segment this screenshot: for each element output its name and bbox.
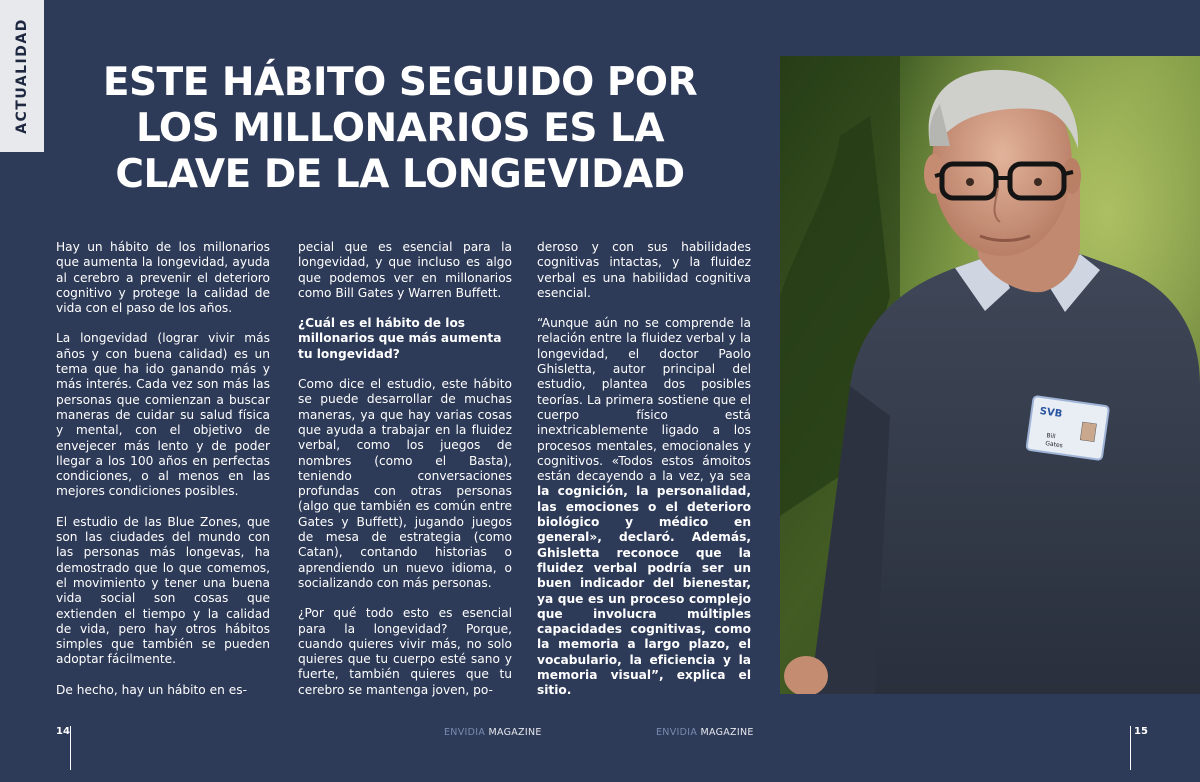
- section-subheading: ¿Cuál es el hábito de los millonarios que más aumenta tu longevidad?: [298, 316, 502, 361]
- article-headline: [70, 60, 730, 198]
- portrait-illustration: [780, 56, 1200, 694]
- text-column-3: [537, 240, 751, 714]
- paragraph: Hay un hábito de los millonarios que aumenta la longevidad, ayuda al cerebro a prevenir el deterioro cognitivo y protege la calidad de vida con el paso de los años.: [56, 240, 270, 316]
- section-label: ACTUALIDAD: [14, 18, 30, 134]
- headline-line-3: CLAVE DE LA LONGEVIDAD: [115, 152, 685, 198]
- badge-name-line2: Gates: [1044, 440, 1064, 450]
- brand-prefix: ENVIDIA: [444, 727, 486, 738]
- page-number-left: 14: [56, 726, 70, 737]
- section-tab: [0, 0, 44, 152]
- paragraph: deroso y con sus habilidades cognitivas intactas, y la fluidez verbal es una habilidad cognitiva esencial.: [537, 240, 751, 300]
- quote-emphasis: la cognición, la personalidad, las emociones o el deterioro biológico y médico en general», declaró. Además, Ghisletta reconoce que la fluidez verbal podría ser un buen indicador del bienestar, ya que es un proceso complejo que involucra múltiples capacidades cognitivas, como la memoria a largo plazo, el vocabulario, la eficiencia y la memoria visual”, explica el sitio.: [537, 484, 751, 698]
- brand-suffix: MAGAZINE: [700, 727, 754, 738]
- badge-logo: SVB: [1038, 405, 1063, 421]
- article-photo: [780, 56, 1200, 694]
- headline-line-1: ESTE HÁBITO SEGUIDO POR: [102, 60, 698, 105]
- badge-name-line1: Bill: [1045, 432, 1056, 441]
- paragraph: La longevidad (lograr vivir más años y con buena calidad) es un tema que ha ido ganando más y más interés. Cada vez son más las personas que comienzan a buscar maneras de cuidar su salud física y mental, con el objetivo de envejecer más lento y de poder llegar a los 100 años en perfectas condiciones, o al menos en las mejores condiciones posibles.: [56, 331, 270, 499]
- paragraph: El estudio de las Blue Zones, que son las ciudades del mundo con las personas más longevas, ha demostrado que lo que comemos, el movimiento y tener una buena vida social son cosas que extienden el tiempo y la calidad de vida, pero hay otros hábitos simples que también se pueden adoptar fácilmente.: [56, 514, 270, 667]
- paragraph: Como dice el estudio, este hábito se puede desarrollar de muchas maneras, ya que hay varias cosas que ayuda a trabajar en la fluidez verbal, como los juegos de nombres (como el Basta), teniendo conversaciones profundas con otras personas (algo que también es común entre Gates y Buffett), jugando juegos de mesa de estrategia (como Catan), contando historias o aprendiendo un nuevo idioma, o socializando con más personas.: [298, 377, 512, 590]
- quote-text: “Aunque aún no se comprende la relación entre la fluidez verbal y la longevidad, el doctor Paolo Ghisletta, autor principal del estudio, plantea dos posibles teorías. La primera sostiene que el cuerpo físico está inextricablemente ligado a los procesos mentales, emocionales y cognitivos. «Todos estos ámoitos están decayendo a la vez, ya sea: [537, 316, 751, 484]
- magazine-brand-left: [444, 727, 542, 738]
- paragraph: De hecho, hay un hábito en es-: [56, 682, 247, 697]
- magazine-brand-right: [656, 727, 754, 738]
- brand-prefix: ENVIDIA: [656, 727, 698, 738]
- text-column-1: [56, 240, 270, 713]
- headline-line-2: LOS MILLONARIOS ES LA: [135, 106, 665, 152]
- brand-suffix: MAGAZINE: [488, 727, 542, 738]
- page-number-right: 15: [1134, 726, 1148, 737]
- paragraph: ¿Por qué todo esto es esencial para la longevidad? Porque, cuando quieres vivir más, no solo quieres que tu cuerpo esté sano y fuerte, también quieres que tu cerebro se mantenga joven, po-: [298, 606, 512, 697]
- text-column-2: [298, 240, 512, 713]
- footer-rule-right: [1130, 726, 1131, 770]
- footer-rule-left: [70, 726, 71, 770]
- paragraph: pecial que es esencial para la longevidad, y que incluso es algo que podemos ver en millonarios como Bill Gates y Warren Buffett.: [298, 240, 512, 300]
- quote-paragraph: [537, 316, 751, 698]
